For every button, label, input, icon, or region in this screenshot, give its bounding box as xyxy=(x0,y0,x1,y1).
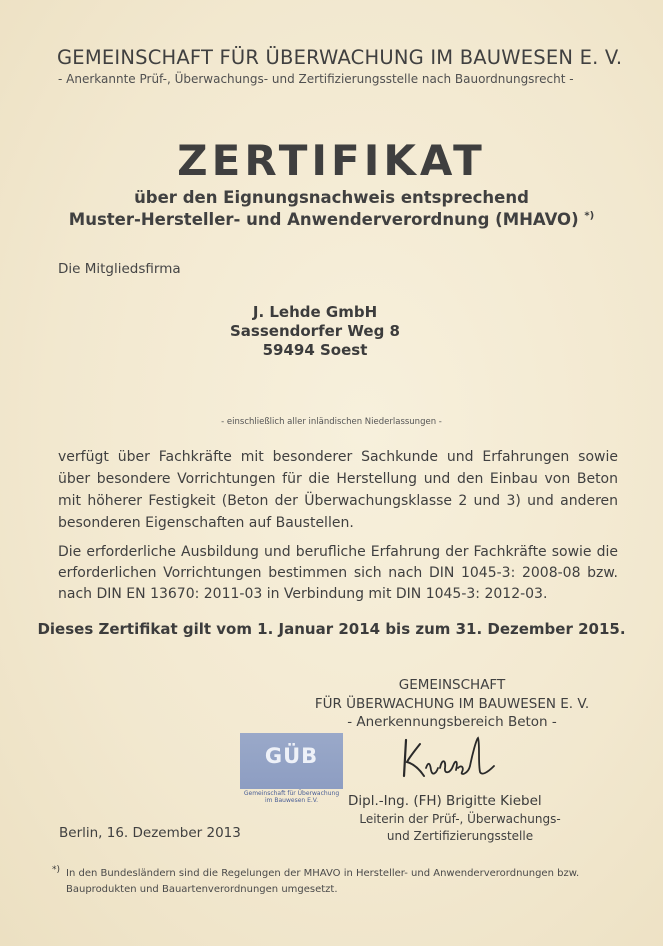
certificate-subtitle-line2 xyxy=(0,210,663,229)
paragraph-qualification: verfügt über Fachkräfte mit besonderer Sachkunde und Erfahrungen sowie über besondere Vorrichtungen für die Herstellung und den Einbau von Beton mit höherer Festigkeit (Beton der Überwachungsklasse 2 und 3) und anderen besonderen Eigenschaften auf Baustellen. xyxy=(58,449,618,531)
organization-subtitle: - Anerkannte Prüf-, Überwachungs- und Zertifizierungsstelle nach Bauordnungsrecht - xyxy=(58,72,574,86)
handwritten-signature xyxy=(398,732,508,780)
seal-caption-line2: im Bauwesen E.V. xyxy=(264,797,319,804)
footnote-marker: *) xyxy=(52,865,61,875)
organization-title: GEMEINSCHAFT FÜR ÜBERWACHUNG IM BAUWESEN E. V. xyxy=(57,46,623,69)
place-and-date: Berlin, 16. Dezember 2013 xyxy=(59,825,241,841)
seal-logo-text: GÜB xyxy=(264,744,319,768)
company-city: 59494 Soest xyxy=(262,341,368,359)
signer-name: Dipl.-Ing. (FH) Brigitte Kiebel xyxy=(348,793,542,809)
paragraph-standards: Die erforderliche Ausbildung und berufliche Erfahrung der Fachkräfte sowie die erforderlichen Vorrichtungen bestimmen sich nach DIN 1045-3: 2008-08 bzw. nach DIN EN 13670: 2011-03 in Verbindung mit DIN 1045-3: 2012-03. xyxy=(58,544,618,602)
certificate-subtitle-line1: über den Eignungsnachweis entsprechend xyxy=(134,188,529,207)
company-name: J. Lehde GmbH xyxy=(252,303,378,321)
branch-note: - einschließlich aller inländischen Niederlassungen - xyxy=(221,417,442,427)
signer-role-line2: und Zertifizierungsstelle xyxy=(386,829,534,843)
footnote-reference: *) xyxy=(584,210,595,222)
gueb-seal xyxy=(240,733,343,789)
certificate-title: ZERTIFIKAT xyxy=(177,136,486,185)
certificate-subtitle-text: Muster-Hersteller- und Anwenderverordnung (MHAVO) xyxy=(68,210,579,229)
signature-org-line3: - Anerkennungsbereich Beton - xyxy=(347,714,557,730)
signer-role-line1: Leiterin der Prüf-, Überwachungs- xyxy=(359,812,561,826)
company-street: Sassendorfer Weg 8 xyxy=(230,322,400,340)
validity-statement: Dieses Zertifikat gilt vom 1. Januar 2014 bis zum 31. Dezember 2015. xyxy=(37,620,626,638)
signature-org-line1: GEMEINSCHAFT xyxy=(398,677,506,693)
intro-text: Die Mitgliedsfirma xyxy=(58,261,181,277)
signature-org-line2: FÜR ÜBERWACHUNG IM BAUWESEN E. V. xyxy=(314,696,590,712)
seal-caption-line1: Gemeinschaft für Überwachung xyxy=(243,790,340,797)
footnote-text: In den Bundesländern sind die Regelungen der MHAVO in Hersteller- und Anwenderverordnungen bzw. Bauprodukten und Bauartenverordnungen umgesetzt. xyxy=(66,868,580,895)
